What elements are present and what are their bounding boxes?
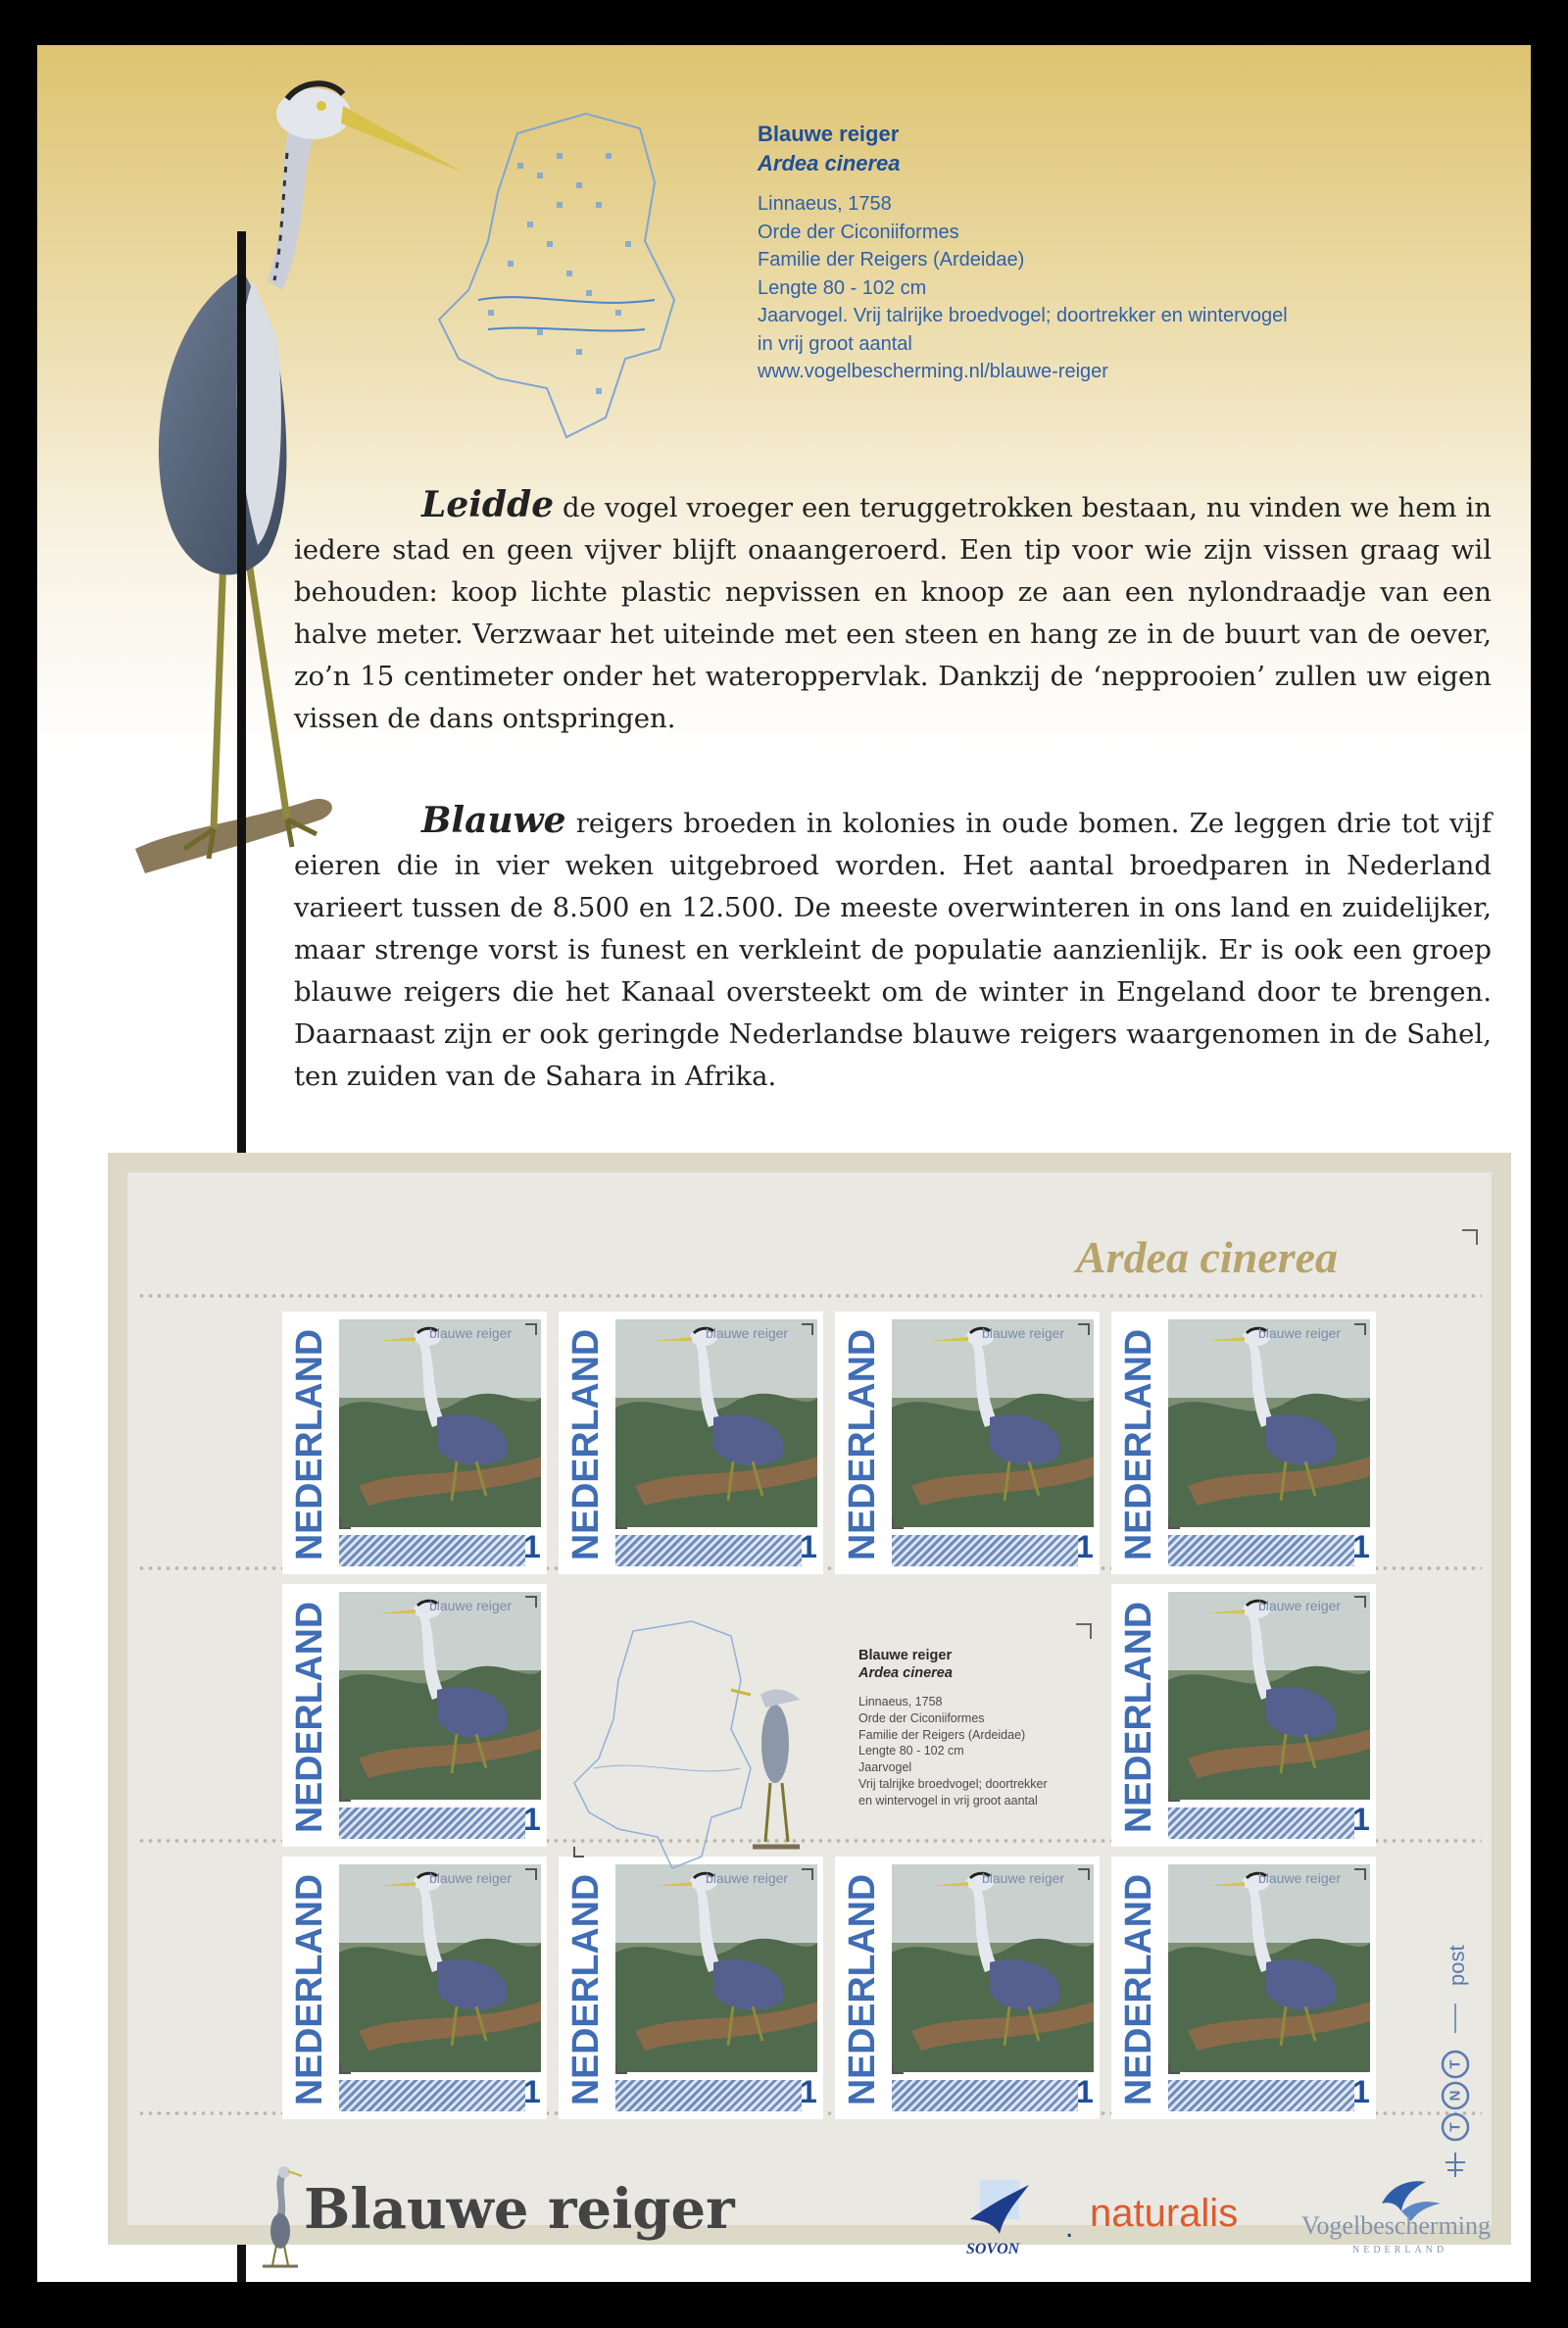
stamp-value: 1 (523, 1529, 541, 1564)
sovon-label: SOVON (966, 2241, 1020, 2257)
stamp-label: blauwe reiger (429, 1598, 513, 1613)
stamp-corner-mark (525, 1323, 537, 1335)
paragraph-1 (294, 484, 1492, 740)
info-line: Jaarvogel. Vrij talrijke broedvogel; doortrekker en wintervogel (758, 305, 1288, 326)
stamp (282, 1857, 547, 2119)
stamp-heron-picture (1168, 1319, 1370, 1527)
stamp-value-bar (892, 1535, 1078, 1566)
stamp-corner-mark (339, 1517, 351, 1529)
stamp-heron-picture (339, 1592, 541, 1800)
stamp-heron-picture (339, 1864, 541, 2072)
stamp-corner-mark (1078, 1323, 1090, 1335)
stamp-label: blauwe reiger (706, 1870, 789, 1886)
sheet-title: Ardea cinerea (1076, 1232, 1339, 1282)
stamp-country (563, 1864, 610, 2111)
stamp (835, 1857, 1100, 2119)
paragraph-2 (294, 800, 1492, 1098)
info-line: in vrij groot aantal (758, 332, 912, 355)
stamp-country (286, 1864, 333, 2111)
stamp-value: 1 (800, 1529, 817, 1564)
stamp-heron-picture (892, 1319, 1094, 1527)
center-info-line: en wintervogel in vrij groot aantal (858, 1793, 1038, 1808)
info-line: Linnaeus, 1758 (758, 193, 892, 215)
svg-text:NEDERLAND: NEDERLAND (289, 1326, 330, 1560)
sheet-bottom-title: Blauwe reiger (304, 2177, 735, 2242)
svg-text:N: N (1446, 2090, 1464, 2102)
stamp-value-bar (1168, 2080, 1354, 2111)
svg-text:NEDERLAND: NEDERLAND (289, 1871, 330, 2105)
stamp-label: blauwe reiger (982, 1325, 1065, 1341)
center-info-line: Vrij talrijke broedvogel; doortrekker (858, 1776, 1048, 1791)
svg-text:NEDERLAND: NEDERLAND (1118, 1326, 1159, 1560)
stamp-label: blauwe reiger (1258, 1325, 1342, 1341)
stamp-heron-picture (1168, 1592, 1370, 1800)
center-info-line: Familie der Reigers (Ardeidae) (858, 1727, 1026, 1742)
stamp-label: blauwe reiger (429, 1325, 513, 1341)
stamp-value-bar (339, 1535, 525, 1566)
stamp-heron-picture (339, 1319, 541, 1527)
svg-text:NEDERLAND: NEDERLAND (565, 1326, 607, 1560)
svg-text:NEDERLAND: NEDERLAND (289, 1599, 330, 1833)
stamp-corner-mark (1168, 2062, 1180, 2074)
stamp-corner-mark (525, 1596, 537, 1608)
sheet-distribution-map (564, 1611, 858, 1882)
stamp-country (1115, 1864, 1162, 2111)
stamp-label: blauwe reiger (1258, 1598, 1342, 1613)
center-info-line: Linnaeus, 1758 (858, 1695, 943, 1709)
stamp-value-bar (615, 1535, 802, 1566)
sheet-center-text (858, 1647, 1090, 1809)
naturalis-logo: naturalis (1090, 2192, 1239, 2235)
info-line: Lengte 80 - 102 cm (758, 276, 927, 299)
corner-mark (1462, 1229, 1478, 1245)
stamp-value-bar (339, 2080, 525, 2111)
species-name: Blauwe reiger (758, 122, 900, 146)
stamp-corner-mark (615, 2062, 627, 2074)
stamp-corner-mark (1354, 1868, 1366, 1880)
stamp-country (1115, 1319, 1162, 1566)
stamp-country (286, 1592, 333, 1839)
info-line: Familie der Reigers (Ardeidae) (758, 249, 1025, 271)
stamp-country (839, 1864, 886, 2111)
stamp-country (286, 1319, 333, 1566)
stamp-corner-mark (615, 1517, 627, 1529)
stamp (559, 1857, 823, 2119)
stamp (282, 1312, 547, 1574)
tnt-post-mark (1431, 1917, 1480, 2192)
stamp-label: blauwe reiger (706, 1325, 789, 1341)
stamp-corner-mark (1354, 1596, 1366, 1608)
stamp (1111, 1857, 1376, 2119)
species-scientific-name: Ardea cinerea (758, 151, 901, 175)
vogelbescherming-label: Vogelbescherming (1301, 2211, 1492, 2240)
center-info-line: Lengte 80 - 102 cm (858, 1744, 964, 1758)
center-species-name: Blauwe reiger (858, 1648, 953, 1663)
center-scientific-name: Ardea cinerea (858, 1665, 953, 1681)
sovon-logo (960, 2180, 1039, 2249)
svg-text:T: T (1446, 2059, 1464, 2069)
stamp-corner-mark (892, 2062, 904, 2074)
stamp-corner-mark (1354, 1323, 1366, 1335)
stamp-value: 1 (1352, 1529, 1370, 1564)
stamp-label: blauwe reiger (1258, 1870, 1342, 1886)
stamp-corner-mark (525, 1868, 537, 1880)
stamp-value-bar (1168, 1535, 1354, 1566)
svg-text:T: T (1446, 2122, 1464, 2132)
stamp-heron-picture (615, 1319, 817, 1527)
stamp-value: 1 (1076, 2074, 1094, 2109)
species-info (758, 120, 1463, 386)
stamp-country (839, 1319, 886, 1566)
corner-mark (1076, 1623, 1092, 1639)
info-line: Orde der Ciconiiformes (758, 221, 959, 243)
stamp-corner-mark (1168, 1517, 1180, 1529)
stamp-country (1115, 1592, 1162, 1839)
stamp-corner-mark (802, 1323, 813, 1335)
svg-text:NEDERLAND: NEDERLAND (842, 1871, 883, 2105)
stamp-value: 1 (1352, 1802, 1370, 1837)
paragraph-lead: Blauwe (421, 800, 566, 841)
paragraph-text: reigers broeden in kolonies in oude bomen. Ze leggen drie tot vijf eieren die in vier weken uitgebroed worden. Het aantal broedparen in Nederland varieert tussen de 8.500 en 12.500. De meeste overwinteren in ons land en zuidelijker, maar strenge vorst is funest en verkleint de populatie aanzienlijk. Er is ook een groep blauwe reigers die het Kanaal oversteekt om de winter in Engeland door te brengen. Daarnaast zijn er ook geringde Nederlandse blauwe reigers waargenomen in de Sahel, ten zuiden van de Sahara in Afrika. (294, 808, 1492, 1092)
stamp-corner-mark (1168, 1790, 1180, 1802)
logo-separator: . (1065, 2211, 1074, 2244)
svg-text:NEDERLAND: NEDERLAND (1118, 1599, 1159, 1833)
paragraph-lead: Leidde (421, 484, 555, 525)
stamp-sheet (108, 1153, 1511, 2257)
stamp-corner-mark (339, 2062, 351, 2074)
info-url: www.vogelbescherming.nl/blauwe-reiger (758, 361, 1108, 382)
svg-text:NEDERLAND: NEDERLAND (565, 1871, 607, 2105)
stamp-value: 1 (1076, 1529, 1094, 1564)
stamp (1111, 1584, 1376, 1847)
stamp (1111, 1312, 1376, 1574)
post-word: post (1445, 1945, 1469, 1986)
stamp-value-bar (892, 2080, 1078, 2111)
small-heron-logo (255, 2162, 304, 2270)
stamp-heron-picture (1168, 1864, 1370, 2072)
stamp-country (563, 1319, 610, 1566)
stamp-corner-mark (892, 1517, 904, 1529)
stamp (559, 1312, 823, 1574)
svg-text:NEDERLAND: NEDERLAND (1118, 1871, 1159, 2105)
sheet-center-label (564, 1611, 1094, 1882)
stamp-label: blauwe reiger (982, 1870, 1065, 1886)
distribution-map (429, 94, 694, 447)
tnt-logo (1443, 2052, 1468, 2140)
paragraph-text: de vogel vroeger een teruggetrokken bestaan, nu vinden we hem in iedere stad en geen vijver blijft onaangeroerd. Een tip voor wie zijn vissen graag wil behouden: koop lichte plastic nepvissen en knoop ze aan een nylondraadje van een halve meter. Verzwaar het uiteinde met een steen en hang ze in de buurt van de oever, zo’n 15 centimeter onder het wateroppervlak. Dankzij de ‘nepprooien’ zullen uw eigen vissen de dans ontspringen. (294, 492, 1492, 734)
stamp (282, 1584, 547, 1847)
stamp-value: 1 (800, 2074, 817, 2109)
center-info-line: Orde der Ciconiiformes (858, 1710, 985, 1725)
stamp-corner-mark (339, 1790, 351, 1802)
stamp-value: 1 (1352, 2074, 1370, 2109)
stamp-value-bar (615, 2080, 802, 2111)
stamp-label: blauwe reiger (429, 1870, 513, 1886)
stamp (835, 1312, 1100, 1574)
perforation (137, 1294, 1482, 1298)
stamp-value-bar (1168, 1808, 1354, 1839)
vogelbescherming-sub: NEDERLAND (1352, 2245, 1448, 2255)
stamp-value: 1 (523, 1802, 541, 1837)
album-page (37, 45, 1531, 2282)
stamp-heron-picture (892, 1864, 1094, 2072)
stamp-value-bar (339, 1808, 525, 1839)
svg-text:NEDERLAND: NEDERLAND (842, 1326, 883, 1560)
center-info-line: Jaarvogel (858, 1760, 912, 1775)
sheet-inner (127, 1172, 1492, 2257)
stamp-value: 1 (523, 2074, 541, 2109)
stamp-heron-picture (615, 1864, 817, 2072)
